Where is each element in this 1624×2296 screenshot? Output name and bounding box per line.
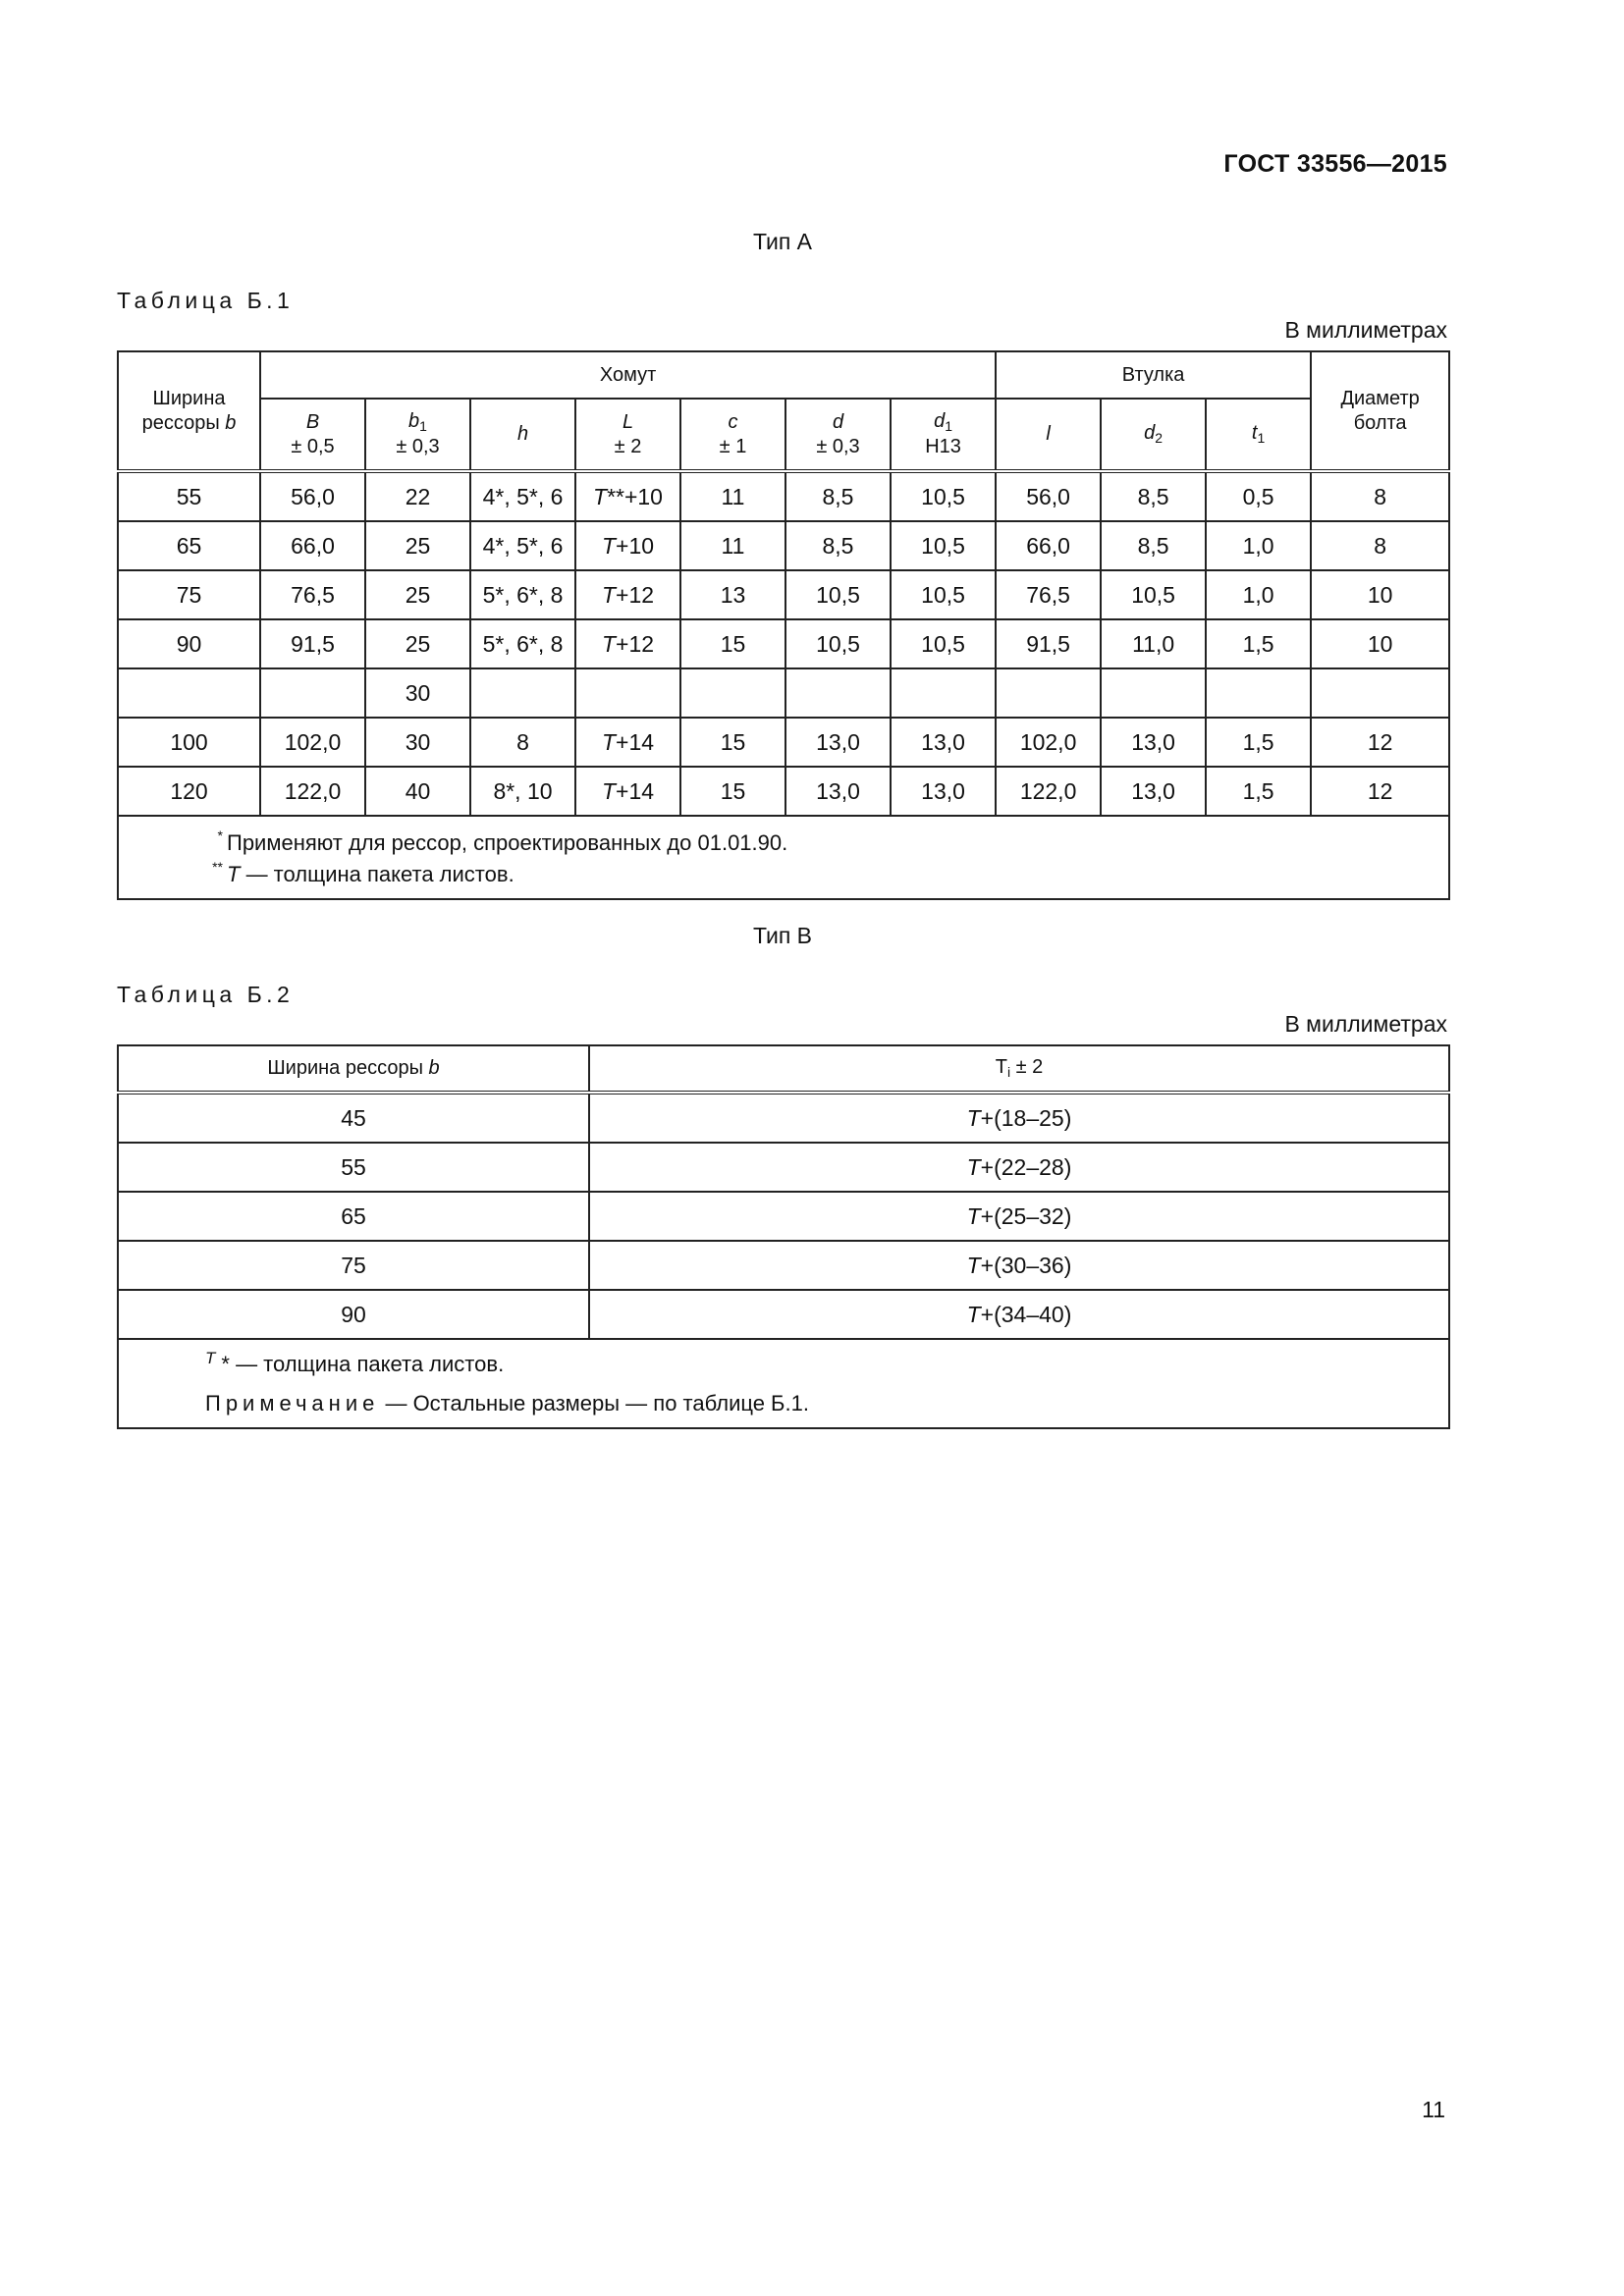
col-b2-t-subscript: i (1006, 1064, 1011, 1081)
table-cell: 22 (365, 471, 470, 521)
table-cell: 10,5 (785, 570, 891, 619)
doc-code: ГОСТ 33556—2015 (1223, 150, 1447, 178)
table-cell: 120 (118, 767, 260, 816)
table-b1-body (118, 471, 1449, 816)
table-cell: T+(18–25) (589, 1093, 1449, 1143)
b2-footnote-text: — толщина пакета листов. (229, 1352, 505, 1376)
table-cell: 76,5 (996, 570, 1101, 619)
table-cell: 0,5 (1206, 471, 1311, 521)
table-cell: 122,0 (260, 767, 365, 816)
table-cell: 1,5 (1206, 619, 1311, 668)
table-row (118, 668, 1449, 718)
col-t1-subscript: 1 (1257, 430, 1266, 447)
table-cell: 91,5 (260, 619, 365, 668)
table-cell: 55 (118, 471, 260, 521)
col-width-label: Ширина рессоры (141, 387, 226, 434)
table-cell: T+14 (575, 767, 680, 816)
table-cell: 10,5 (1101, 570, 1206, 619)
table-cell: 25 (365, 570, 470, 619)
footnote-1-mark: * (217, 828, 223, 843)
table-cell: 66,0 (996, 521, 1101, 570)
table-cell: 13,0 (1101, 718, 1206, 767)
col-d1-tolerance: H13 (925, 436, 961, 458)
table-row (118, 718, 1449, 767)
table-cell: 65 (118, 1192, 589, 1241)
table-cell: T**+10 (575, 471, 680, 521)
table-row (118, 1093, 1449, 1143)
table-cell: 8,5 (1101, 521, 1206, 570)
col-b2-t-tolerance: ± 2 (1010, 1056, 1044, 1079)
col-B-symbol: B (305, 410, 320, 433)
table-cell: 8,5 (1101, 471, 1206, 521)
col-d-symbol: d (832, 410, 844, 433)
table-cell: 11,0 (1101, 619, 1206, 668)
col-b2-t (589, 1045, 1449, 1093)
table-b1 (117, 350, 1450, 900)
page-number: 11 (1422, 2097, 1445, 2122)
table-cell: 13,0 (891, 767, 996, 816)
col-L (575, 399, 680, 471)
table-row (118, 471, 1449, 521)
col-L-symbol: L (622, 410, 634, 433)
table-cell: 5*, 6*, 8 (470, 619, 575, 668)
col-h (470, 399, 575, 471)
table-cell: 45 (118, 1093, 589, 1143)
table-row (118, 1290, 1449, 1339)
col-d1-symbol: d (934, 409, 946, 432)
table-cell: 102,0 (996, 718, 1101, 767)
table-cell: 30 (365, 668, 470, 718)
table-cell: 1,0 (1206, 570, 1311, 619)
table-cell: 8 (1311, 521, 1449, 570)
table-cell: 12 (1311, 718, 1449, 767)
col-d2-subscript: 2 (1155, 430, 1164, 447)
footnote-1-text: Применяют для рессор, спроектированных до 01.01.90. (227, 830, 788, 855)
table-cell: T+(25–32) (589, 1192, 1449, 1241)
table-cell (470, 668, 575, 718)
table-b2-caption: Таблица Б.2 (117, 982, 295, 1007)
table-row (118, 1241, 1449, 1290)
table-cell (1311, 668, 1449, 718)
table-cell: 13,0 (1101, 767, 1206, 816)
table-cell (891, 668, 996, 718)
table-b1-footnotes (118, 816, 1449, 899)
table-cell: 5*, 6*, 8 (470, 570, 575, 619)
table-cell: 4*, 5*, 6 (470, 521, 575, 570)
table-cell: T+12 (575, 619, 680, 668)
col-b2-t-symbol: T (995, 1056, 1007, 1079)
table-cell (1206, 668, 1311, 718)
col-d-tolerance: ± 0,3 (816, 435, 860, 457)
col-B (260, 399, 365, 471)
col-d1-subscript: 1 (945, 417, 952, 434)
table-cell: 91,5 (996, 619, 1101, 668)
table-cell: T+12 (575, 570, 680, 619)
table-cell: 90 (118, 1290, 589, 1339)
col-b1 (365, 399, 470, 471)
table-cell (996, 668, 1101, 718)
table-cell: 8 (470, 718, 575, 767)
col-d1 (891, 399, 996, 471)
table-cell: 15 (680, 767, 785, 816)
table-b2 (117, 1044, 1450, 1429)
table-cell: 75 (118, 1241, 589, 1290)
table-cell: T+(22–28) (589, 1143, 1449, 1192)
table-b2-units: В миллиметрах (1284, 1011, 1447, 1037)
table-cell: 30 (365, 718, 470, 767)
col-b2-width-symbol: b (428, 1057, 440, 1079)
col-l-symbol: l (1046, 423, 1051, 445)
col-d2-symbol: d (1144, 422, 1156, 445)
table-cell (575, 668, 680, 718)
table-cell: 122,0 (996, 767, 1101, 816)
group-clamp: Хомут (260, 351, 996, 399)
col-b1-tolerance: ± 0,3 (396, 436, 440, 458)
type-a-title: Тип А (752, 229, 813, 254)
table-cell: 10,5 (785, 619, 891, 668)
footnote-2-symbol: T (227, 861, 241, 886)
table-b1-units: В миллиметрах (1284, 317, 1447, 343)
table-b1-caption: Таблица Б.1 (117, 288, 295, 313)
col-b1-symbol: b (408, 409, 420, 432)
table-cell: 90 (118, 619, 260, 668)
table-cell: 1,5 (1206, 718, 1311, 767)
table-cell: 13 (680, 570, 785, 619)
table-cell (785, 668, 891, 718)
table-cell: 40 (365, 767, 470, 816)
footnote-2-mark: ** (212, 858, 223, 875)
col-b1-subscript: 1 (419, 417, 427, 434)
col-c-tolerance: ± 1 (719, 435, 747, 457)
col-width (118, 351, 260, 471)
table-cell (680, 668, 785, 718)
table-cell: 10,5 (891, 570, 996, 619)
table-cell: 25 (365, 521, 470, 570)
table-cell: T+(30–36) (589, 1241, 1449, 1290)
b2-footnote-mark: * (221, 1352, 230, 1376)
col-c (680, 399, 785, 471)
col-bolt-diameter: Диаметр болта (1311, 351, 1449, 471)
col-h-symbol: h (516, 423, 529, 445)
table-cell: 102,0 (260, 718, 365, 767)
group-bushing: Втулка (996, 351, 1311, 399)
table-cell: 1,5 (1206, 767, 1311, 816)
b2-note-text: — Остальные размеры — по таблице Б.1. (379, 1390, 809, 1415)
table-cell: 55 (118, 1143, 589, 1192)
table-cell: 15 (680, 718, 785, 767)
table-cell: 13,0 (891, 718, 996, 767)
table-cell (260, 668, 365, 718)
table-cell: 10,5 (891, 619, 996, 668)
table-cell: 75 (118, 570, 260, 619)
table-cell: 8*, 10 (470, 767, 575, 816)
table-cell: 66,0 (260, 521, 365, 570)
table-cell: 56,0 (996, 471, 1101, 521)
table-cell: 10,5 (891, 521, 996, 570)
col-l (996, 399, 1101, 471)
table-cell: 13,0 (785, 767, 891, 816)
col-b2-width-label: Ширина рессоры (267, 1057, 423, 1079)
b2-note (119, 1389, 1448, 1418)
table-cell: 8,5 (785, 471, 891, 521)
table-row (118, 521, 1449, 570)
table-cell: T+(34–40) (589, 1290, 1449, 1339)
table-cell (118, 668, 260, 718)
table-row (118, 767, 1449, 816)
table-row (118, 1143, 1449, 1192)
b2-footnote (119, 1348, 1448, 1379)
table-cell: 13,0 (785, 718, 891, 767)
col-width-symbol: b (225, 411, 237, 434)
table-row (118, 1192, 1449, 1241)
col-c-symbol: c (728, 410, 738, 433)
footnote-2 (119, 858, 1448, 889)
table-cell: 10 (1311, 619, 1449, 668)
table-cell: 56,0 (260, 471, 365, 521)
table-cell: 11 (680, 521, 785, 570)
table-b2-body (118, 1093, 1449, 1339)
footnote-2-text: — толщина пакета листов. (240, 861, 514, 886)
table-cell: 12 (1311, 767, 1449, 816)
table-b2-footnotes (118, 1339, 1449, 1428)
table-cell: 25 (365, 619, 470, 668)
table-row (118, 619, 1449, 668)
col-d (785, 399, 891, 471)
table-cell: 11 (680, 471, 785, 521)
type-b-title: Тип В (752, 923, 813, 948)
col-b2-width (118, 1045, 589, 1093)
table-cell: T+10 (575, 521, 680, 570)
col-B-tolerance: ± 0,5 (291, 435, 335, 457)
table-cell: 4*, 5*, 6 (470, 471, 575, 521)
table-cell: 8,5 (785, 521, 891, 570)
table-cell: 8 (1311, 471, 1449, 521)
table-cell (1101, 668, 1206, 718)
table-cell: 76,5 (260, 570, 365, 619)
table-row (118, 570, 1449, 619)
table-cell: T+14 (575, 718, 680, 767)
col-t1 (1206, 399, 1311, 471)
table-cell: 100 (118, 718, 260, 767)
col-t1-symbol: t (1251, 422, 1258, 445)
col-L-tolerance: ± 2 (614, 435, 642, 457)
table-cell: 65 (118, 521, 260, 570)
col-d2 (1101, 399, 1206, 471)
footnote-1 (119, 827, 1448, 858)
b2-note-label: Примечание (205, 1390, 380, 1415)
table-cell: 10,5 (891, 471, 996, 521)
b2-footnote-symbol: T (205, 1349, 216, 1367)
table-cell: 15 (680, 619, 785, 668)
table-cell: 10 (1311, 570, 1449, 619)
table-cell: 1,0 (1206, 521, 1311, 570)
